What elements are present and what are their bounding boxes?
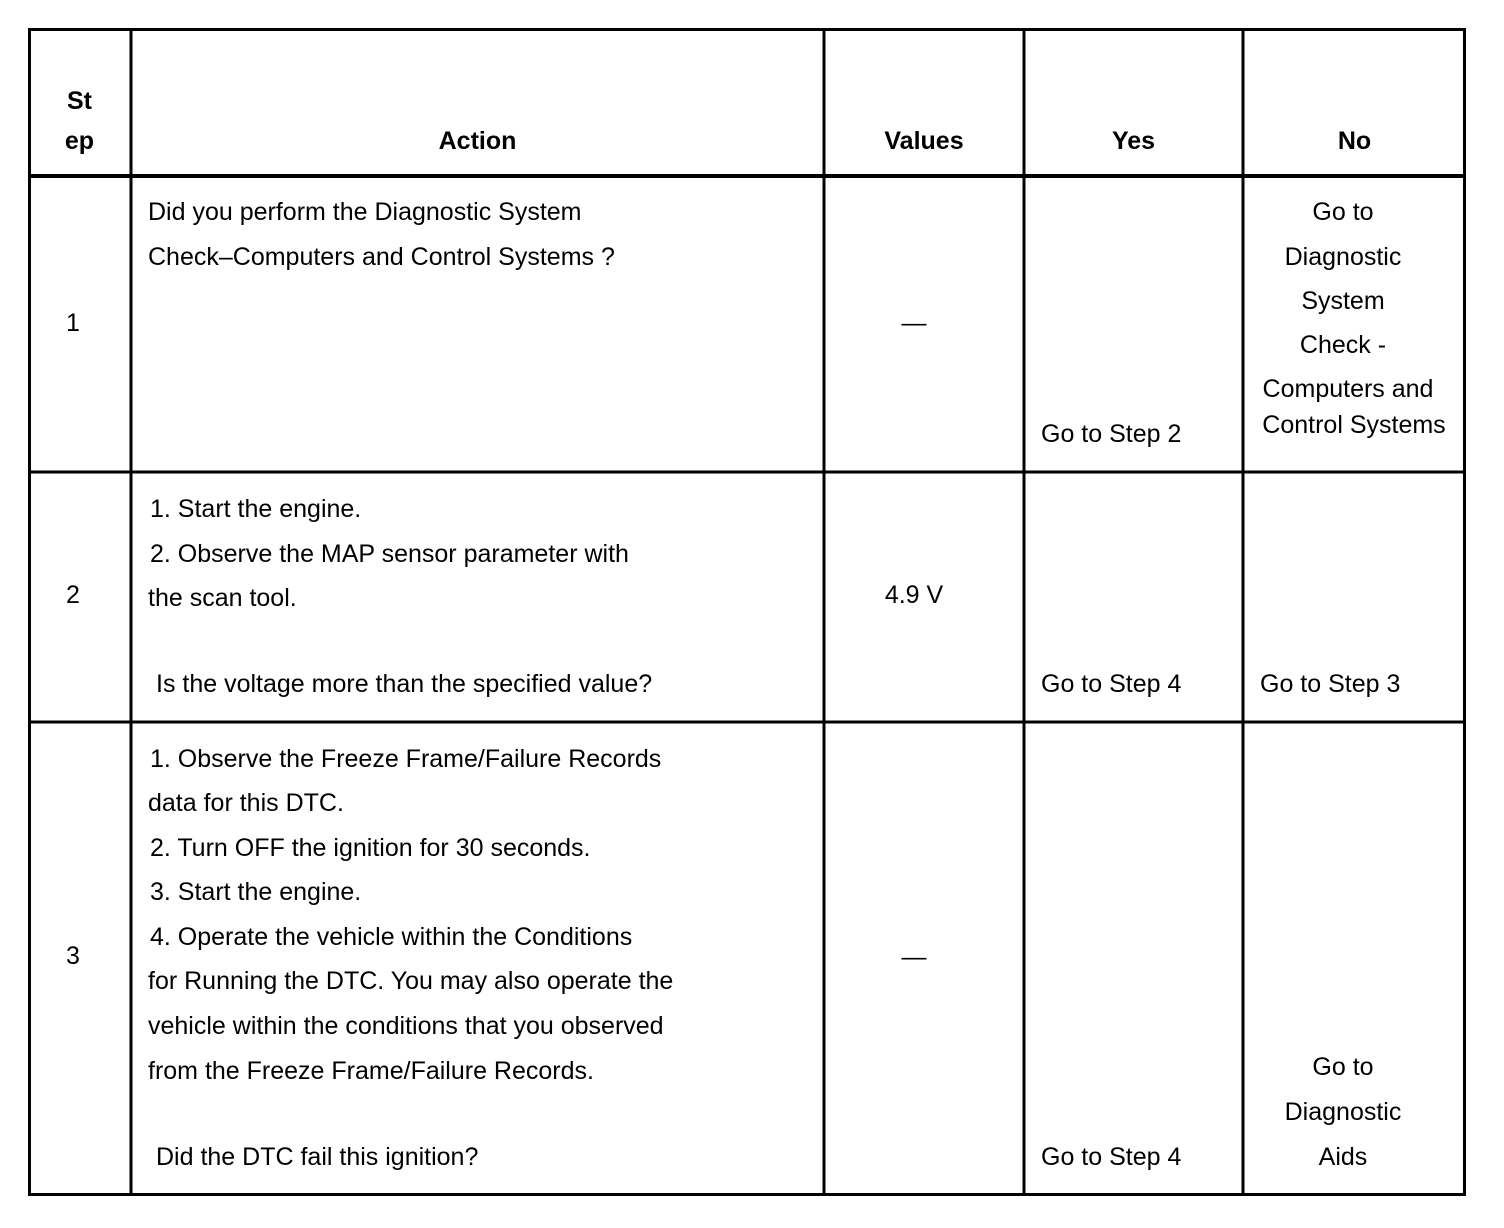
- row1-no-line2: Diagnostic: [1284, 243, 1402, 271]
- row3-action-line8: from the Freeze Frame/Failure Records.: [148, 1057, 594, 1085]
- row1-no-line6: Control Systems: [1262, 411, 1446, 439]
- row3-action-line1: 1. Observe the Freeze Frame/Failure Records: [150, 745, 662, 773]
- header-step-line1: St: [67, 87, 92, 115]
- header-yes: Yes: [1111, 127, 1156, 155]
- row3-action-line4: 3. Start the engine.: [150, 878, 362, 906]
- row2-action-line2: 2. Observe the MAP sensor parameter with: [150, 540, 629, 568]
- row2-action-line4: Is the voltage more than the specified value?: [156, 670, 653, 698]
- header-no: No: [1337, 127, 1372, 155]
- row1-action-line1: Did you perform the Diagnostic System: [148, 198, 582, 226]
- row1-no-line1: Go to: [1312, 198, 1374, 226]
- row2-yes: Go to Step 4: [1041, 670, 1182, 698]
- row1-no-line3: System: [1301, 287, 1385, 315]
- row2-step: 2: [66, 581, 80, 609]
- row1-step: 1: [66, 309, 80, 337]
- row2-value: 4.9 V: [884, 581, 944, 609]
- row3-no-line2: Diagnostic: [1284, 1098, 1402, 1126]
- row1-value: —: [901, 309, 927, 337]
- row3-action-line9: Did the DTC fail this ignition?: [156, 1143, 479, 1171]
- row3-action-line2: data for this DTC.: [148, 789, 344, 817]
- row1-no-line4: Check -: [1299, 331, 1387, 359]
- row2-action-line1: 1. Start the engine.: [150, 495, 362, 523]
- row1-yes: Go to Step 2: [1041, 420, 1182, 448]
- row1-action-line2: Check–Computers and Control Systems ?: [148, 243, 615, 271]
- header-action: Action: [438, 127, 517, 155]
- row3-no-line3: Aids: [1318, 1143, 1368, 1171]
- row3-action-line3: 2. Turn OFF the ignition for 30 seconds.: [150, 834, 591, 862]
- row2-no: Go to Step 3: [1260, 670, 1401, 698]
- row3-no-line1: Go to: [1312, 1053, 1374, 1081]
- row3-step: 3: [66, 942, 80, 970]
- row3-yes: Go to Step 4: [1041, 1143, 1182, 1171]
- row3-value: —: [901, 943, 927, 971]
- diagnostic-table: [28, 28, 1466, 1196]
- header-values: Values: [884, 127, 964, 155]
- row1-no-line5: Computers and: [1262, 375, 1434, 403]
- row3-action-line7: vehicle within the conditions that you observed: [148, 1012, 664, 1040]
- row3-action-line6: for Running the DTC. You may also operate the: [148, 967, 674, 995]
- row2-action-line3: the scan tool.: [148, 584, 297, 612]
- row3-action-line5: 4. Operate the vehicle within the Conditions: [150, 923, 633, 951]
- header-step-line2: ep: [64, 127, 95, 155]
